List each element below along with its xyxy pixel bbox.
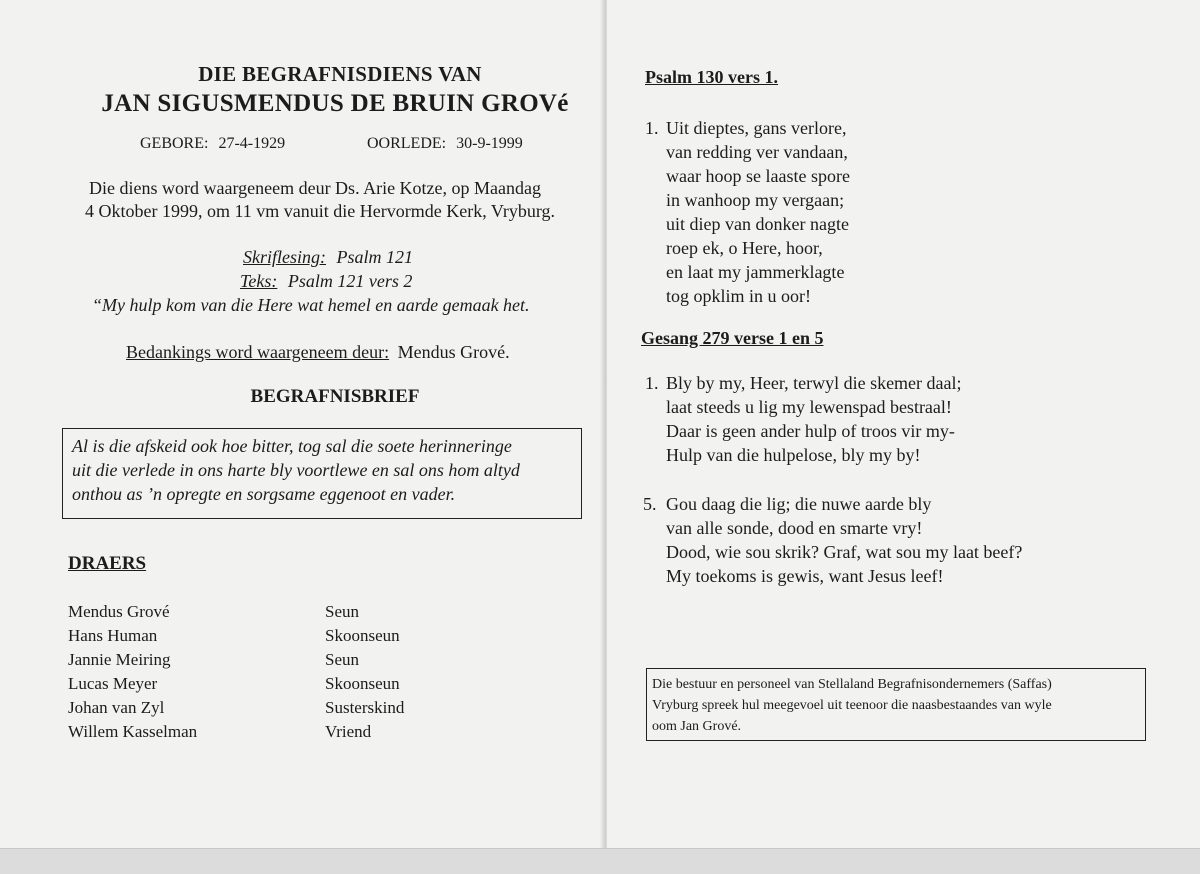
condolence-box [646,668,1146,741]
bearers-relations [325,600,404,744]
condolence-line-2: Vryburg spreek hul meegevoel uit teenoor die naasbestaandes van wyle [652,698,1052,713]
bearer-name: Mendus Grové [68,602,170,621]
text-label: Teks: [240,271,278,291]
verse-line: Hulp van die hulpelose, bly my by! [666,445,921,465]
verse-line: van redding ver vandaan, [666,142,848,162]
verse-line: en laat my jammerklagte [666,262,845,282]
bearer-relation: Seun [325,650,359,669]
condolence-line-1: Die bestuur en personeel van Stellaland Begrafnisondernemers (Saffas) [652,677,1052,692]
bearer-relation: Vriend [325,722,372,741]
verse-line: uit diep van donker nagte [666,214,849,234]
left-page [0,0,603,848]
reading-label: Skriflesing: [243,247,326,267]
born-label: GEBORE: [140,135,209,152]
bearers-names [68,600,197,744]
bearer-name: Lucas Meyer [68,674,158,693]
verse5-number: 5. [643,494,657,514]
verse1-number: 1. [645,373,659,393]
verse-line: roep ek, o Here, hoor, [666,238,823,258]
title-line-1: DIE BEGRAFNISDIENS VAN [198,62,482,86]
bearer-name: Hans Human [68,626,158,645]
letter-line-3: onthou as ’n opregte en sorgsame eggenoot en vader. [72,484,456,504]
bearer-relation: Susterskind [325,698,405,717]
scanner-edge [0,848,1200,874]
psalm-verse [666,116,850,308]
verse-line: Gou daag die lig; die nuwe aarde bly [666,494,932,514]
verse-line: Bly by my, Heer, terwyl die skemer daal; [666,373,962,393]
reading-row [243,246,413,269]
bearer-relation: Skoonseun [325,626,400,645]
verse-line: My toekoms is gewis, want Jesus leef! [666,566,944,586]
verse-line: in wanhoop my vergaan; [666,190,845,210]
thanks-label: Bedankings word waargeneem deur: [126,342,390,362]
condolence-line-3: oom Jan Grové. [652,719,742,734]
verse-line: waar hoop se laaste spore [666,166,850,186]
service-line-1: Die diens word waargeneem deur Ds. Arie Kotze, op Maandag [88,178,542,198]
service-line-2: 4 Oktober 1999, om 11 vm vanuit die Hervormde Kerk, Vryburg. [84,201,555,221]
born-date: 27-4-1929 [218,135,286,152]
psalm-number: 1. [645,118,659,138]
verse-line: tog opklim in u oor! [666,286,811,306]
died-date: 30-9-1999 [456,135,523,152]
right-page [607,0,1200,848]
died-label: OORLEDE: [367,135,447,152]
title-line-2: JAN SIGUSMENDUS DE BRUIN GROVé [101,90,569,117]
hymn-verse-5 [666,492,1022,588]
psalm-heading: Psalm 130 vers 1. [645,67,778,87]
verse-line: laat steeds u lig my lewenspad bestraal! [666,397,952,417]
thanks-value: Mendus Grové. [397,342,510,362]
bearers-heading: DRAERS [68,553,147,574]
quote-text: “My hulp kom van die Here wat hemel en aarde gemaak het. [92,295,530,315]
hymn-verse-1 [666,371,962,467]
verse-line: Uit dieptes, gans verlore, [666,118,847,138]
reading-value: Psalm 121 [336,247,413,267]
letter-box [62,428,582,519]
bearer-relation: Seun [325,602,359,621]
thanks-row [126,341,510,364]
letter-line-1: Al is die afskeid ook hoe bitter, tog sal die soete herinneringe [72,436,512,456]
born-row [140,135,285,153]
died-row [367,135,523,153]
verse-line: Dood, wie sou skrik? Graf, wat sou my laat beef? [666,542,1023,562]
text-row [240,270,412,293]
text-value: Psalm 121 vers 2 [287,271,413,291]
bearer-name: Jannie Meiring [68,650,171,669]
verse-line: van alle sonde, dood en smarte vry! [666,518,923,538]
verse-line: Daar is geen ander hulp of troos vir my- [666,421,955,441]
bearer-relation: Skoonseun [325,674,400,693]
bearer-name: Willem Kasselman [68,722,198,741]
letter-line-2: uit die verlede in ons harte bly voortlewe en sal ons hom altyd [72,460,520,480]
hymn-heading: Gesang 279 verse 1 en 5 [641,328,824,348]
bearer-name: Johan van Zyl [68,698,165,717]
letter-heading: BEGRAFNISBRIEF [250,386,420,407]
